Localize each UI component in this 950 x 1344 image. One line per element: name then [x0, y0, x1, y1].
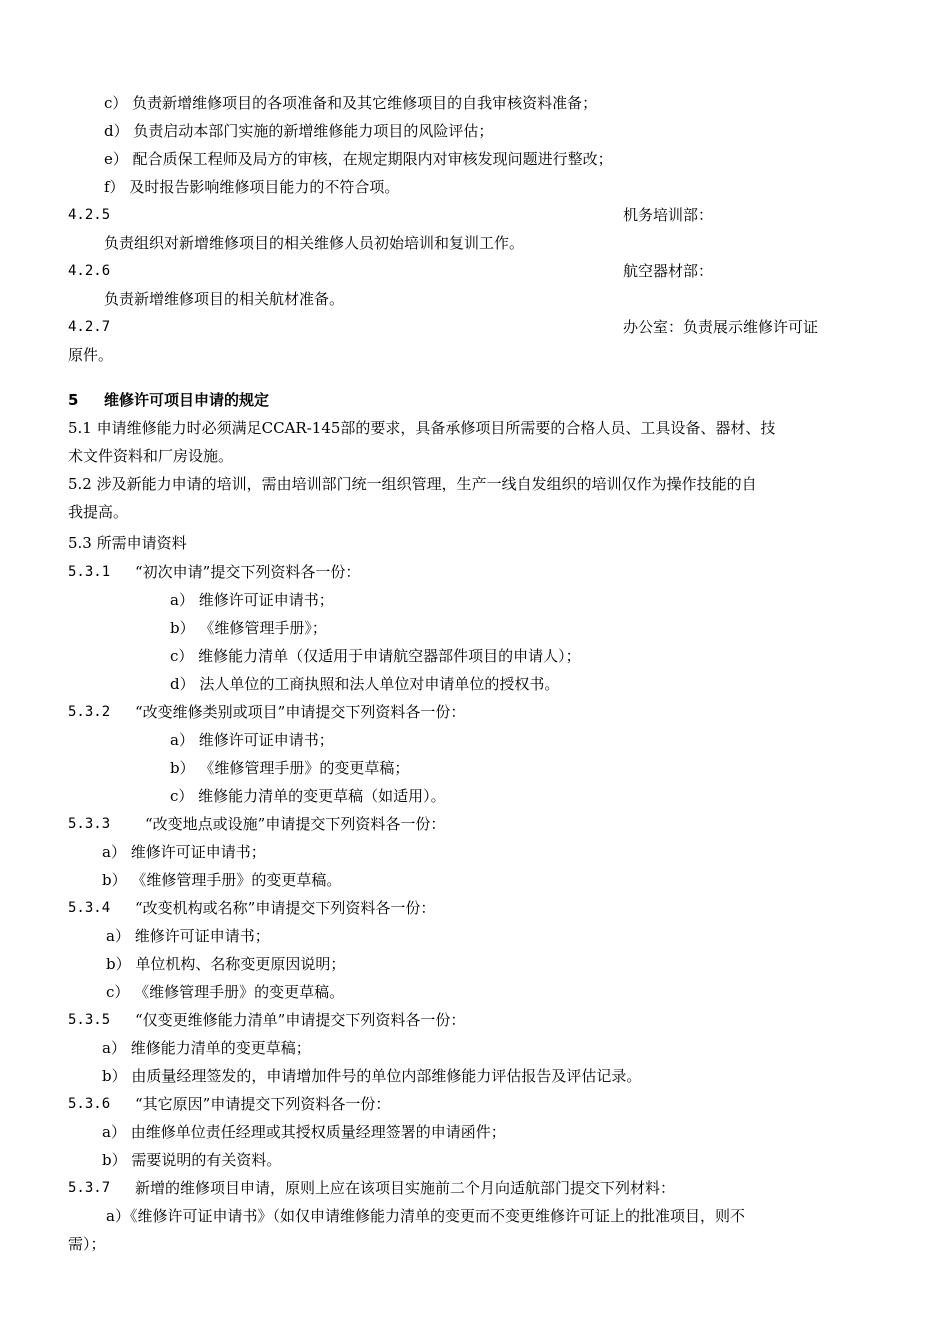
list-item: b） 需要说明的有关资料。 — [102, 1151, 282, 1169]
list-item: c） 负责新增维修项目的各项准备和及其它维修项目的自我审核资料准备； — [104, 94, 598, 112]
list-item: c） 《维修管理手册》的变更草稿。 — [106, 983, 345, 1001]
paragraph: 原件。 — [68, 346, 114, 364]
paragraph: 负责组织对新增维修项目的相关维修人员初始培训和复训工作。 — [104, 234, 525, 252]
list-item: b） 由质量经理签发的，申请增加件号的单位内部维修能力评估报告及评估记录。 — [102, 1067, 642, 1085]
paragraph: 5.2 涉及新能力申请的培训，需由培训部门统一组织管理，生产一线自发组织的培训仅作为操作技能的自 — [68, 475, 757, 493]
list-item: c） 维修能力清单的变更草稿（如适用）。 — [170, 787, 446, 805]
section-number: 5.3.4 — [68, 900, 111, 916]
list-item: a） 维修许可证申请书； — [106, 927, 270, 945]
section-title: “改变维修类别或项目”申请提交下列资料各一份： — [135, 703, 466, 721]
section-heading: 维修许可项目申请的规定 — [104, 391, 270, 409]
section-number: 5.3.6 — [68, 1096, 111, 1112]
list-item: d） 负责启动本部门实施的新增维修能力项目的风险评估； — [104, 122, 494, 140]
list-item: d） 法人单位的工商执照和法人单位对申请单位的授权书。 — [170, 675, 560, 693]
section-title: “改变地点或设施”申请提交下列资料各一份： — [145, 815, 446, 833]
section-number: 5.3.3 — [68, 816, 111, 832]
paragraph: 术文件资料和厂房设施。 — [68, 447, 234, 465]
list-item: b） 《维修管理手册》的变更草稿。 — [102, 871, 342, 889]
paragraph: 5.1 申请维修能力时必须满足CCAR-145部的要求，具备承修项目所需要的合格人员、工具设备、器材、技 — [68, 419, 776, 437]
list-item: a） 维修能力清单的变更草稿； — [102, 1039, 311, 1057]
section-title: 新增的维修项目申请，原则上应在该项目实施前二个月向适航部门提交下列材料： — [135, 1179, 676, 1197]
section-title: “仅变更维修能力清单”申请提交下列资料各一份： — [135, 1011, 466, 1029]
list-item: a） 维修许可证申请书； — [170, 591, 334, 609]
section-number: 5.3.7 — [68, 1180, 111, 1196]
list-item: b） 单位机构、名称变更原因说明； — [106, 955, 346, 973]
section-number: 4.2.6 — [68, 263, 111, 279]
paragraph: 我提高。 — [68, 503, 129, 521]
paragraph: 5.3 所需申请资料 — [68, 534, 187, 552]
list-item: a） 由维修单位责任经理或其授权质量经理签署的申请函件； — [102, 1123, 506, 1141]
section-title: “改变机构或名称”申请提交下列资料各一份： — [135, 899, 436, 917]
list-item: b） 《维修管理手册》的变更草稿； — [170, 759, 410, 777]
list-item: e） 配合质保工程师及局方的审核，在规定期限内对审核发现问题进行整改； — [104, 150, 613, 168]
section-title: “其它原因”申请提交下列资料各一份： — [135, 1095, 391, 1113]
section-title: 机务培训部： — [623, 206, 714, 224]
list-item: a） 维修许可证申请书； — [102, 843, 266, 861]
list-item: a） 维修许可证申请书； — [170, 731, 334, 749]
section-title: “初次申请”提交下列资料各一份： — [135, 563, 361, 581]
section-title: 办公室：负责展示维修许可证 — [623, 318, 819, 336]
list-item: 需）； — [68, 1235, 106, 1253]
section-number: 5.3.2 — [68, 704, 111, 720]
list-item: a）《维修许可证申请书》（如仅申请维修能力清单的变更而不变更维修许可证上的批准项目，则不 — [106, 1207, 745, 1225]
section-title: 航空器材部： — [623, 262, 714, 280]
section-number: 4.2.7 — [68, 319, 111, 335]
section-number: 4.2.5 — [68, 207, 111, 223]
list-item: c） 维修能力清单（仅适用于申请航空器部件项目的申请人）； — [170, 647, 581, 665]
section-number: 5.3.1 — [68, 564, 111, 580]
section-heading-number: 5 — [68, 391, 79, 409]
list-item: b） 《维修管理手册》； — [170, 619, 327, 637]
paragraph: 负责新增维修项目的相关航材准备。 — [104, 290, 345, 308]
section-number: 5.3.5 — [68, 1012, 111, 1028]
list-item: f） 及时报告影响维修项目能力的不符合项。 — [104, 178, 400, 196]
